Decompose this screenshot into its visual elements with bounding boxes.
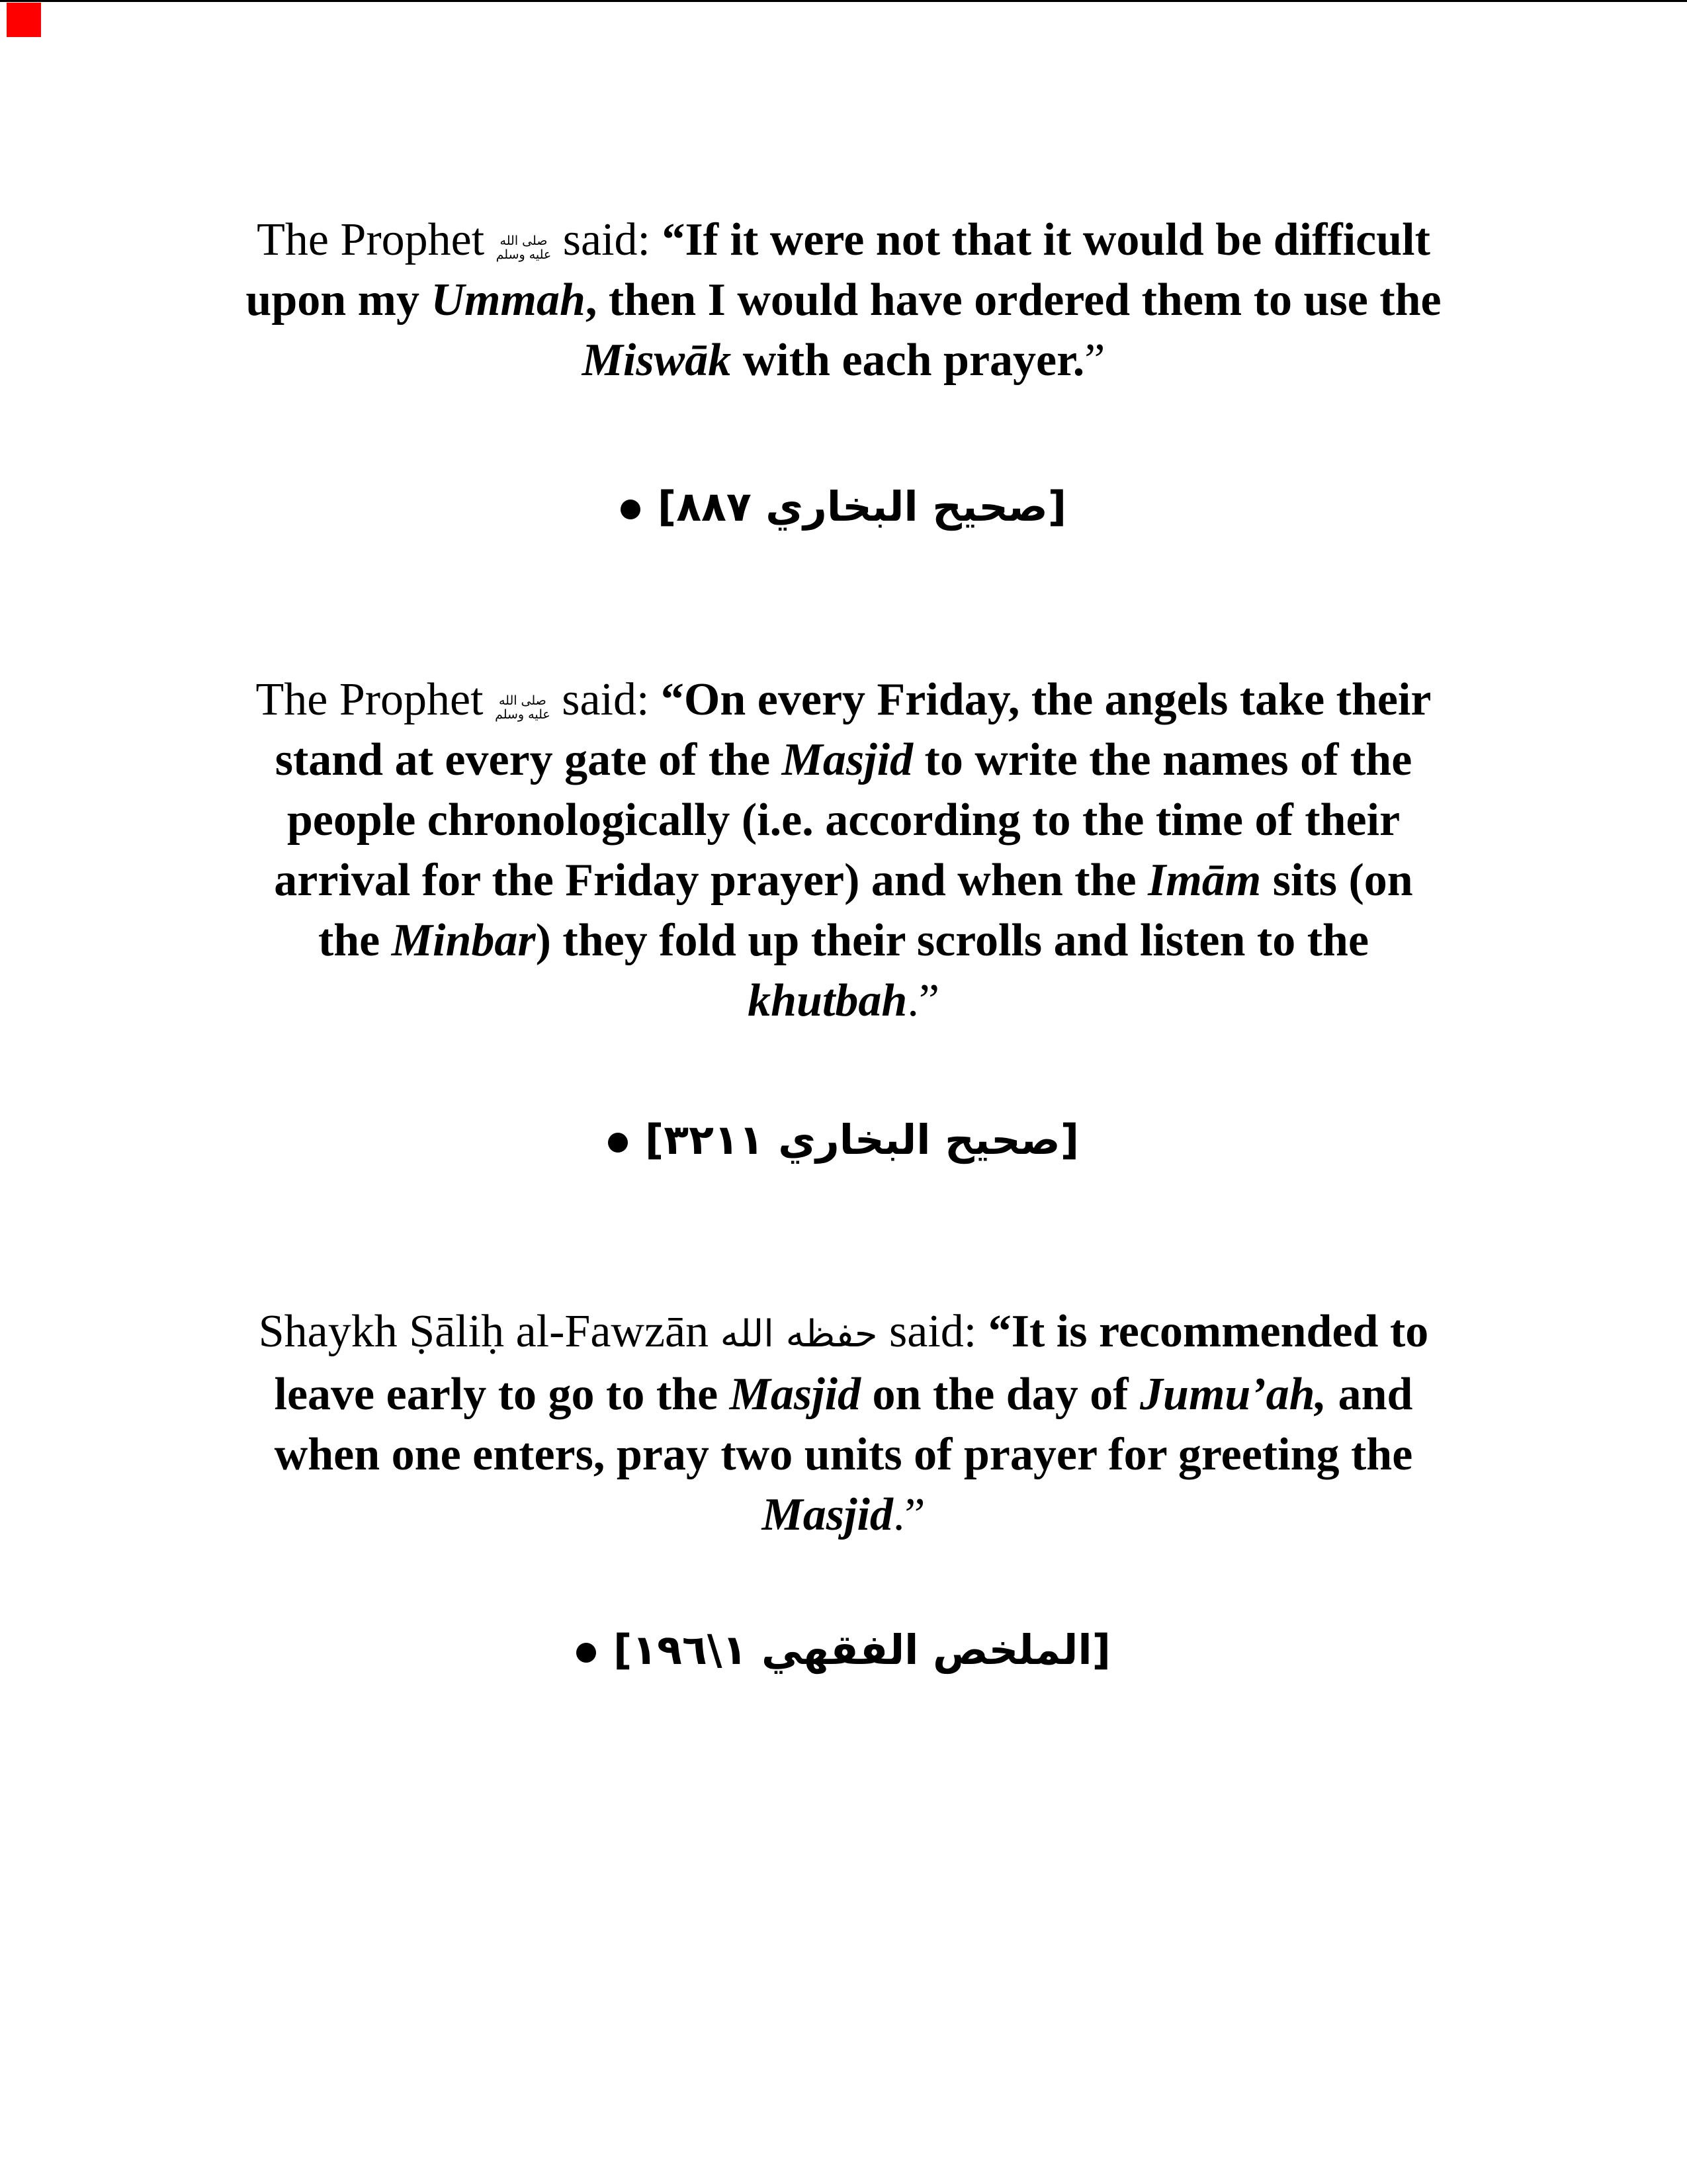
text-line (162, 210, 1525, 270)
text-run: Imām (1148, 855, 1262, 906)
text-run: with each prayer. (731, 335, 1085, 386)
text-line (162, 910, 1525, 971)
text-run: Jumu’ah, (1140, 1369, 1327, 1420)
text-run: Masjid (729, 1369, 861, 1420)
text-run: .” (892, 1489, 926, 1540)
citation-row (0, 1114, 1687, 1166)
text-line (162, 1485, 1525, 1545)
text-run: , then I would have ordered them to use the (585, 275, 1442, 326)
text-run: sits (on (1261, 855, 1413, 906)
citation-text: [الملخص الفقهي ١\١٩٦] (613, 1626, 1111, 1674)
text-line (162, 330, 1525, 390)
text-line (162, 670, 1525, 730)
text-run: and (1326, 1369, 1413, 1420)
text-run: Masjid (761, 1489, 893, 1540)
quote-paragraph (162, 1166, 1525, 1545)
text-line (162, 1364, 1525, 1424)
text-run: upon my (245, 275, 431, 326)
text-run: said: (551, 214, 662, 265)
text-run: when one enters, pray two units of prayer for greeting the (274, 1429, 1413, 1480)
quote-section (0, 0, 1687, 533)
bullet-circle-icon (576, 1643, 596, 1663)
text-run: “On every Friday, the angels take their (660, 674, 1432, 725)
text-line (162, 850, 1525, 910)
pbuh-calligraphy-icon (495, 694, 550, 722)
text-run: Masjid (781, 734, 914, 785)
bullet-circle-icon (621, 500, 640, 519)
quote-section (0, 533, 1687, 1166)
text-line (162, 971, 1525, 1031)
text-run: khutbah (748, 975, 908, 1026)
text-line (162, 1301, 1525, 1364)
text-run: Miswāk (582, 335, 732, 386)
text-run: people chronologically (i.e. according to the time of their (286, 795, 1401, 846)
text-run: stand at every gate of the (275, 734, 782, 785)
text-run: leave early to go to the (274, 1369, 730, 1420)
text-run: ) they fold up their scrolls and listen to the (535, 915, 1369, 966)
text-run: on the day of (861, 1369, 1141, 1420)
text-run: Minbar (391, 915, 536, 966)
text-run: arrival for the Friday prayer) and when the (274, 855, 1148, 906)
text-run: Shaykh Ṣāliḥ al-Fawzān (258, 1306, 720, 1357)
text-run: said: (550, 674, 661, 725)
text-run: ” (1084, 335, 1105, 386)
text-run: The Prophet (257, 214, 496, 265)
citation-text: [صحيح البخاري ٨٨٧] (657, 482, 1067, 531)
pbuh-line: صلى الله (498, 693, 546, 708)
pbuh-line: عليه وسلم (496, 247, 552, 262)
pbuh-line: صلى الله (499, 234, 548, 248)
text-run: to write the names of the (913, 734, 1412, 785)
pbuh-line: عليه وسلم (495, 707, 550, 722)
text-run: The Prophet (255, 674, 496, 725)
citation-text: [صحيح البخاري ٣٢١١] (644, 1115, 1080, 1164)
pbuh-calligraphy-icon (496, 234, 552, 262)
bullet-circle-icon (608, 1133, 628, 1153)
quote-paragraph (162, 533, 1525, 1031)
citation-row (0, 1624, 1687, 1677)
text-line (162, 1424, 1525, 1485)
text-run: .” (907, 975, 939, 1026)
citation-row (0, 480, 1687, 533)
quote-paragraph (162, 0, 1525, 390)
text-run: “If it were not that it would be difficult (662, 214, 1430, 265)
text-line (162, 790, 1525, 850)
text-line (162, 730, 1525, 790)
text-line (162, 270, 1525, 330)
text-run: حفظه الله (720, 1313, 878, 1356)
text-run: the (318, 915, 392, 966)
text-run: Ummah (431, 275, 585, 326)
text-run: said: (877, 1306, 988, 1357)
quote-section (0, 1166, 1687, 1677)
text-run: “It is recommended to (988, 1306, 1429, 1357)
